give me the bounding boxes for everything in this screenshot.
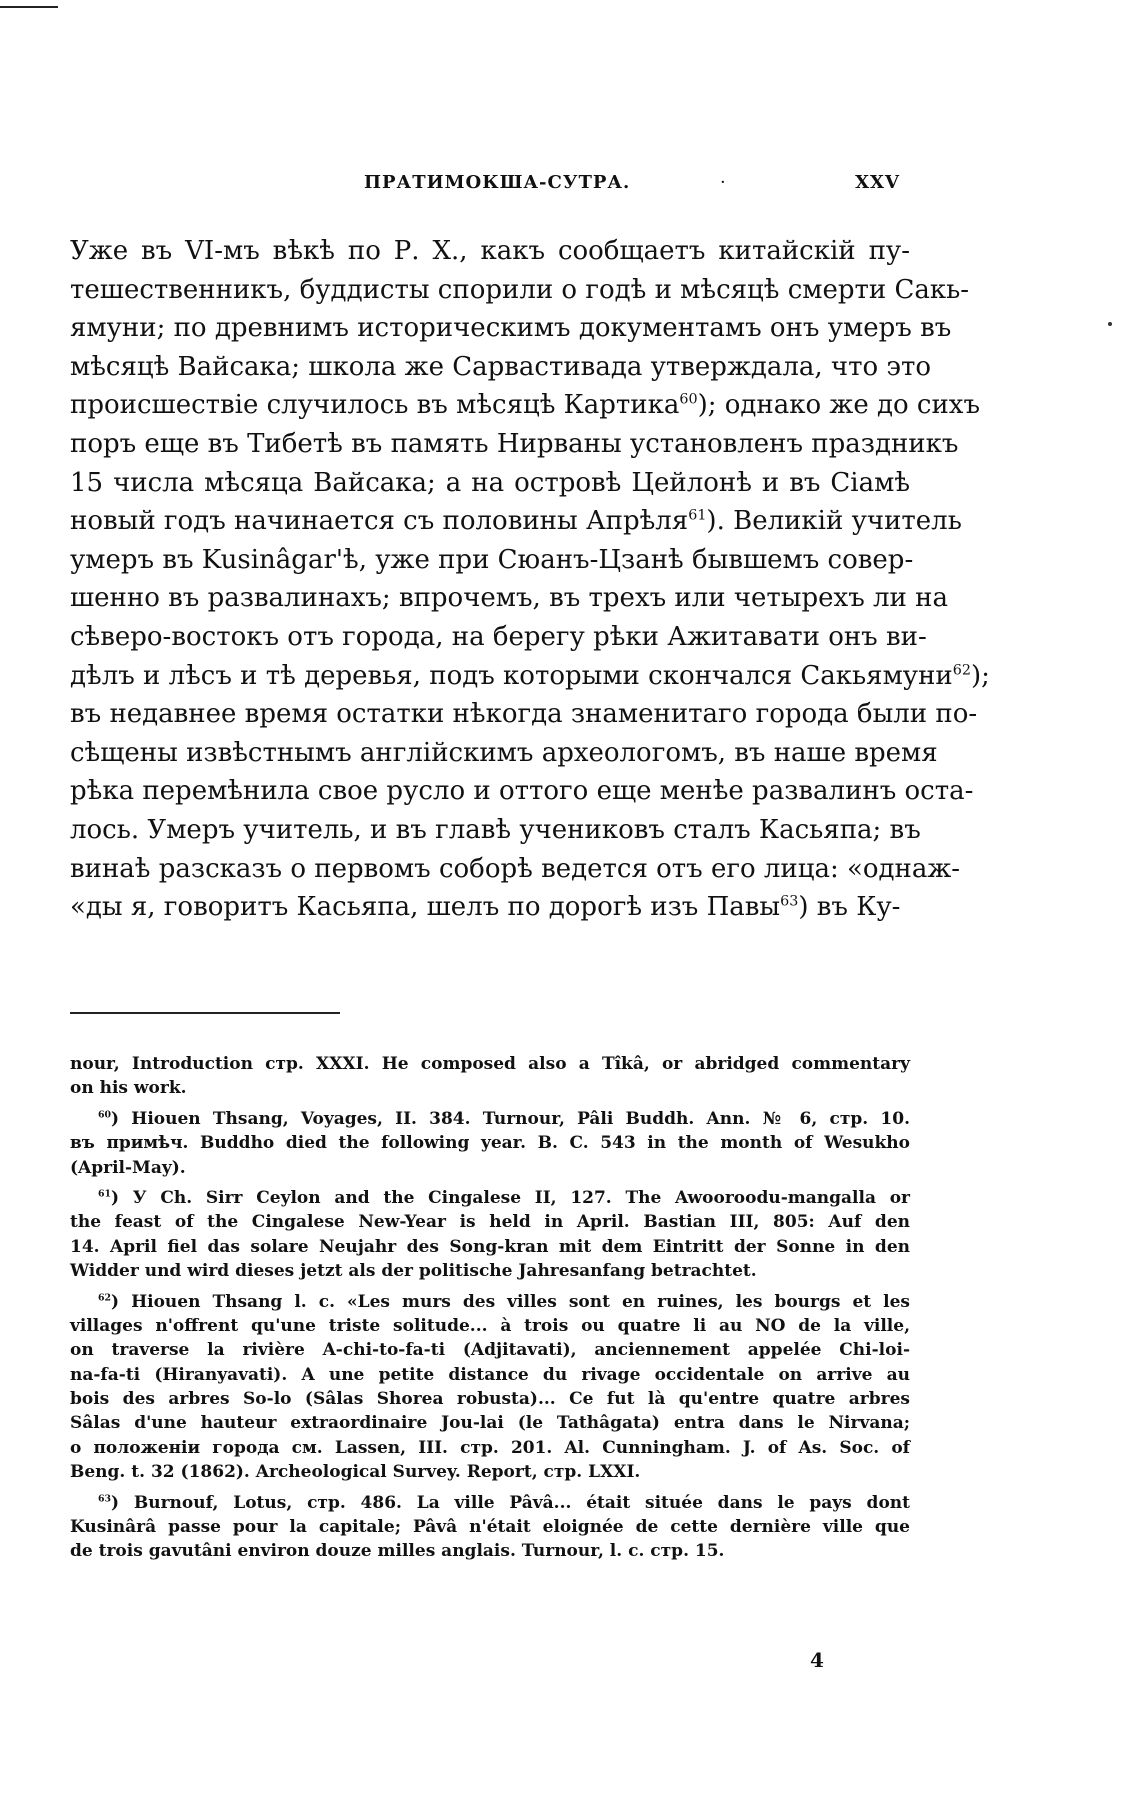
- body-line: 15 числа мѣсяца Вайсака; а на островѣ Цейлонѣ и въ Сіамѣ: [70, 467, 910, 498]
- footnote-line: Beng. t. 32 (1862). Archeological Survey. Report, стр. LXXI.: [70, 1462, 641, 1483]
- footnote-rule: [70, 1012, 340, 1014]
- page-header: [340, 172, 900, 200]
- running-head: ПРАТИМОКША-СУТРА.: [364, 172, 631, 193]
- footnote-number: 60: [98, 1109, 112, 1121]
- ink-speck: [1108, 322, 1112, 326]
- footnote-line: on his work.: [70, 1078, 187, 1099]
- body-line: поръ еще въ Тибетѣ въ память Нирваны установленъ праздникъ: [70, 428, 959, 459]
- footnote-63: $^{63}$) Burnouf, Lotus, стр. 486. La ville Pâvâ... était située dans le pays dont: [98, 1492, 910, 1513]
- footnote-61: $^{61}$) У Ch. Sirr Ceylon and the Cingalese II, 127. The Awooroodu-mangalla or: [98, 1187, 910, 1208]
- footnote-line: о положеніи города см. Lassen, III. стр. 201. Al. Cunningham. J. of As. Soc. of: [70, 1437, 910, 1458]
- body-line: сѣверо-востокъ отъ города, на берегу рѣки Ажитавати онъ ви-: [70, 621, 927, 652]
- footnote-ref: 61: [688, 507, 707, 524]
- footnote-line: 14. April fiel das solare Neujahr des Song-kran mit dem Eintritt der Sonne in den: [70, 1236, 910, 1257]
- footnote-60: $^{60}$) Hiouen Thsang, Voyages, II. 384. Turnour, Pâli Buddh. Ann. № 6, стр. 10.: [98, 1108, 910, 1129]
- body-line: тешественникъ, буддисты спорили о годѣ и мѣсяцѣ смерти Сакь-: [70, 274, 970, 305]
- body-line: дѣлъ и лѣсъ и тѣ деревья, подъ которыми скончался Сакьямуни$^{62}$);: [70, 660, 990, 691]
- body-line: умеръ въ Kusinâgar'ѣ, уже при Сюанъ-Цзанѣ бывшемъ совер-: [70, 544, 914, 575]
- body-line: винаѣ разсказъ о первомъ соборѣ ведется отъ его лица: «однаж-: [70, 853, 961, 884]
- footnote-ref: 62: [952, 661, 971, 678]
- footnote-line: въ примѣч. Buddho died the following year. B. C. 543 in the month of Wesukho: [70, 1133, 910, 1154]
- body-line: Уже въ VI-мъ вѣкѣ по Р. Х., какъ сообщаетъ китайскій пу-: [70, 236, 910, 266]
- body-line: лось. Умеръ учитель, и въ главѣ учениковъ сталъ Касьяпа; въ: [70, 814, 921, 845]
- footnote-line: Widder und wird dieses jetzt als der politische Jahresanfang betrachtet.: [70, 1261, 757, 1282]
- footnote-number: 63: [98, 1492, 112, 1504]
- footnote-line: Kusinârâ passe pour la capitale; Pâvâ n'était eloignée de cette dernière ville que: [70, 1517, 910, 1538]
- footnote-line: on traverse la rivière A-chi-to-fa-ti (Adjitavati), anciennement appelée Chi-loi-: [70, 1340, 910, 1361]
- footnote-line: villages n'offrent qu'une triste solitude... à trois ou quatre li au NO de la ville,: [70, 1315, 910, 1336]
- footnote-line: de trois gavutâni environ douze milles anglais. Turnour, l. c. стр. 15.: [70, 1541, 725, 1562]
- body-line: «ды я, говоритъ Касьяпа, шелъ по дорогѣ изъ Павы$^{63}$) въ Ку-: [70, 892, 901, 923]
- body-line: въ недавнее время остатки нѣкогда знаменитаго города были по-: [70, 699, 978, 730]
- footnote-line: nour, Introduction стр. XXXI. He composed also a Tîkâ, or abridged commentary: [70, 1054, 910, 1074]
- footnote-ref: 63: [780, 893, 799, 910]
- footnote-number: 61: [98, 1188, 112, 1200]
- main-text: [70, 232, 990, 927]
- body-line: ямуни; по древнимъ историческимъ документамъ онъ умеръ въ: [70, 313, 952, 344]
- body-line: сѣщены извѣстнымъ англійскимъ археологомъ, въ наше время: [70, 737, 938, 768]
- folio-roman: XXV: [855, 172, 900, 193]
- footnote-line: na-fa-ti (Hiranyavati). A une petite distance du rivage occidentale on arrive au: [70, 1364, 910, 1385]
- footnote-62: $^{62}$) Hiouen Thsang l. c. «Les murs des villes sont en ruines, les bourgs et les: [98, 1291, 910, 1312]
- footnote-line: (April-May).: [70, 1157, 186, 1178]
- body-line: мѣсяцѣ Вайсака; школа же Сарвастивада утверждала, что это: [70, 351, 932, 382]
- footnote-line: bois des arbres So-lo (Sâlas Shorea robusta)... Ce fut là qu'entre quatre arbres: [70, 1389, 910, 1410]
- header-dot: ·: [720, 172, 726, 193]
- footnote-line: Sâlas d'une hauteur extraordinaire Jou-lai (le Tathâgata) entra dans le Nirvana;: [70, 1413, 910, 1434]
- corner-rule: [0, 6, 58, 8]
- footnote-ref: 60: [679, 391, 698, 408]
- footnote-number: 62: [98, 1291, 112, 1303]
- body-line: рѣка перемѣнила свое русло и оттого еще менѣе развалинъ оста-: [70, 776, 974, 807]
- footnotes: [70, 1052, 910, 1564]
- body-line: шенно въ развалинахъ; впрочемъ, въ трехъ или четырехъ ли на: [70, 583, 948, 614]
- body-line: происшествіе случилось въ мѣсяцѣ Картика$^{60}$); однако же до сихъ: [70, 390, 980, 421]
- footnote-line: the feast of the Cingalese New-Year is held in April. Bastian III, 805: Auf den: [70, 1212, 910, 1233]
- page-number: 4: [810, 1648, 824, 1672]
- body-line: новый годъ начинается съ половины Апрѣля$^{61}$). Великій учитель: [70, 506, 962, 537]
